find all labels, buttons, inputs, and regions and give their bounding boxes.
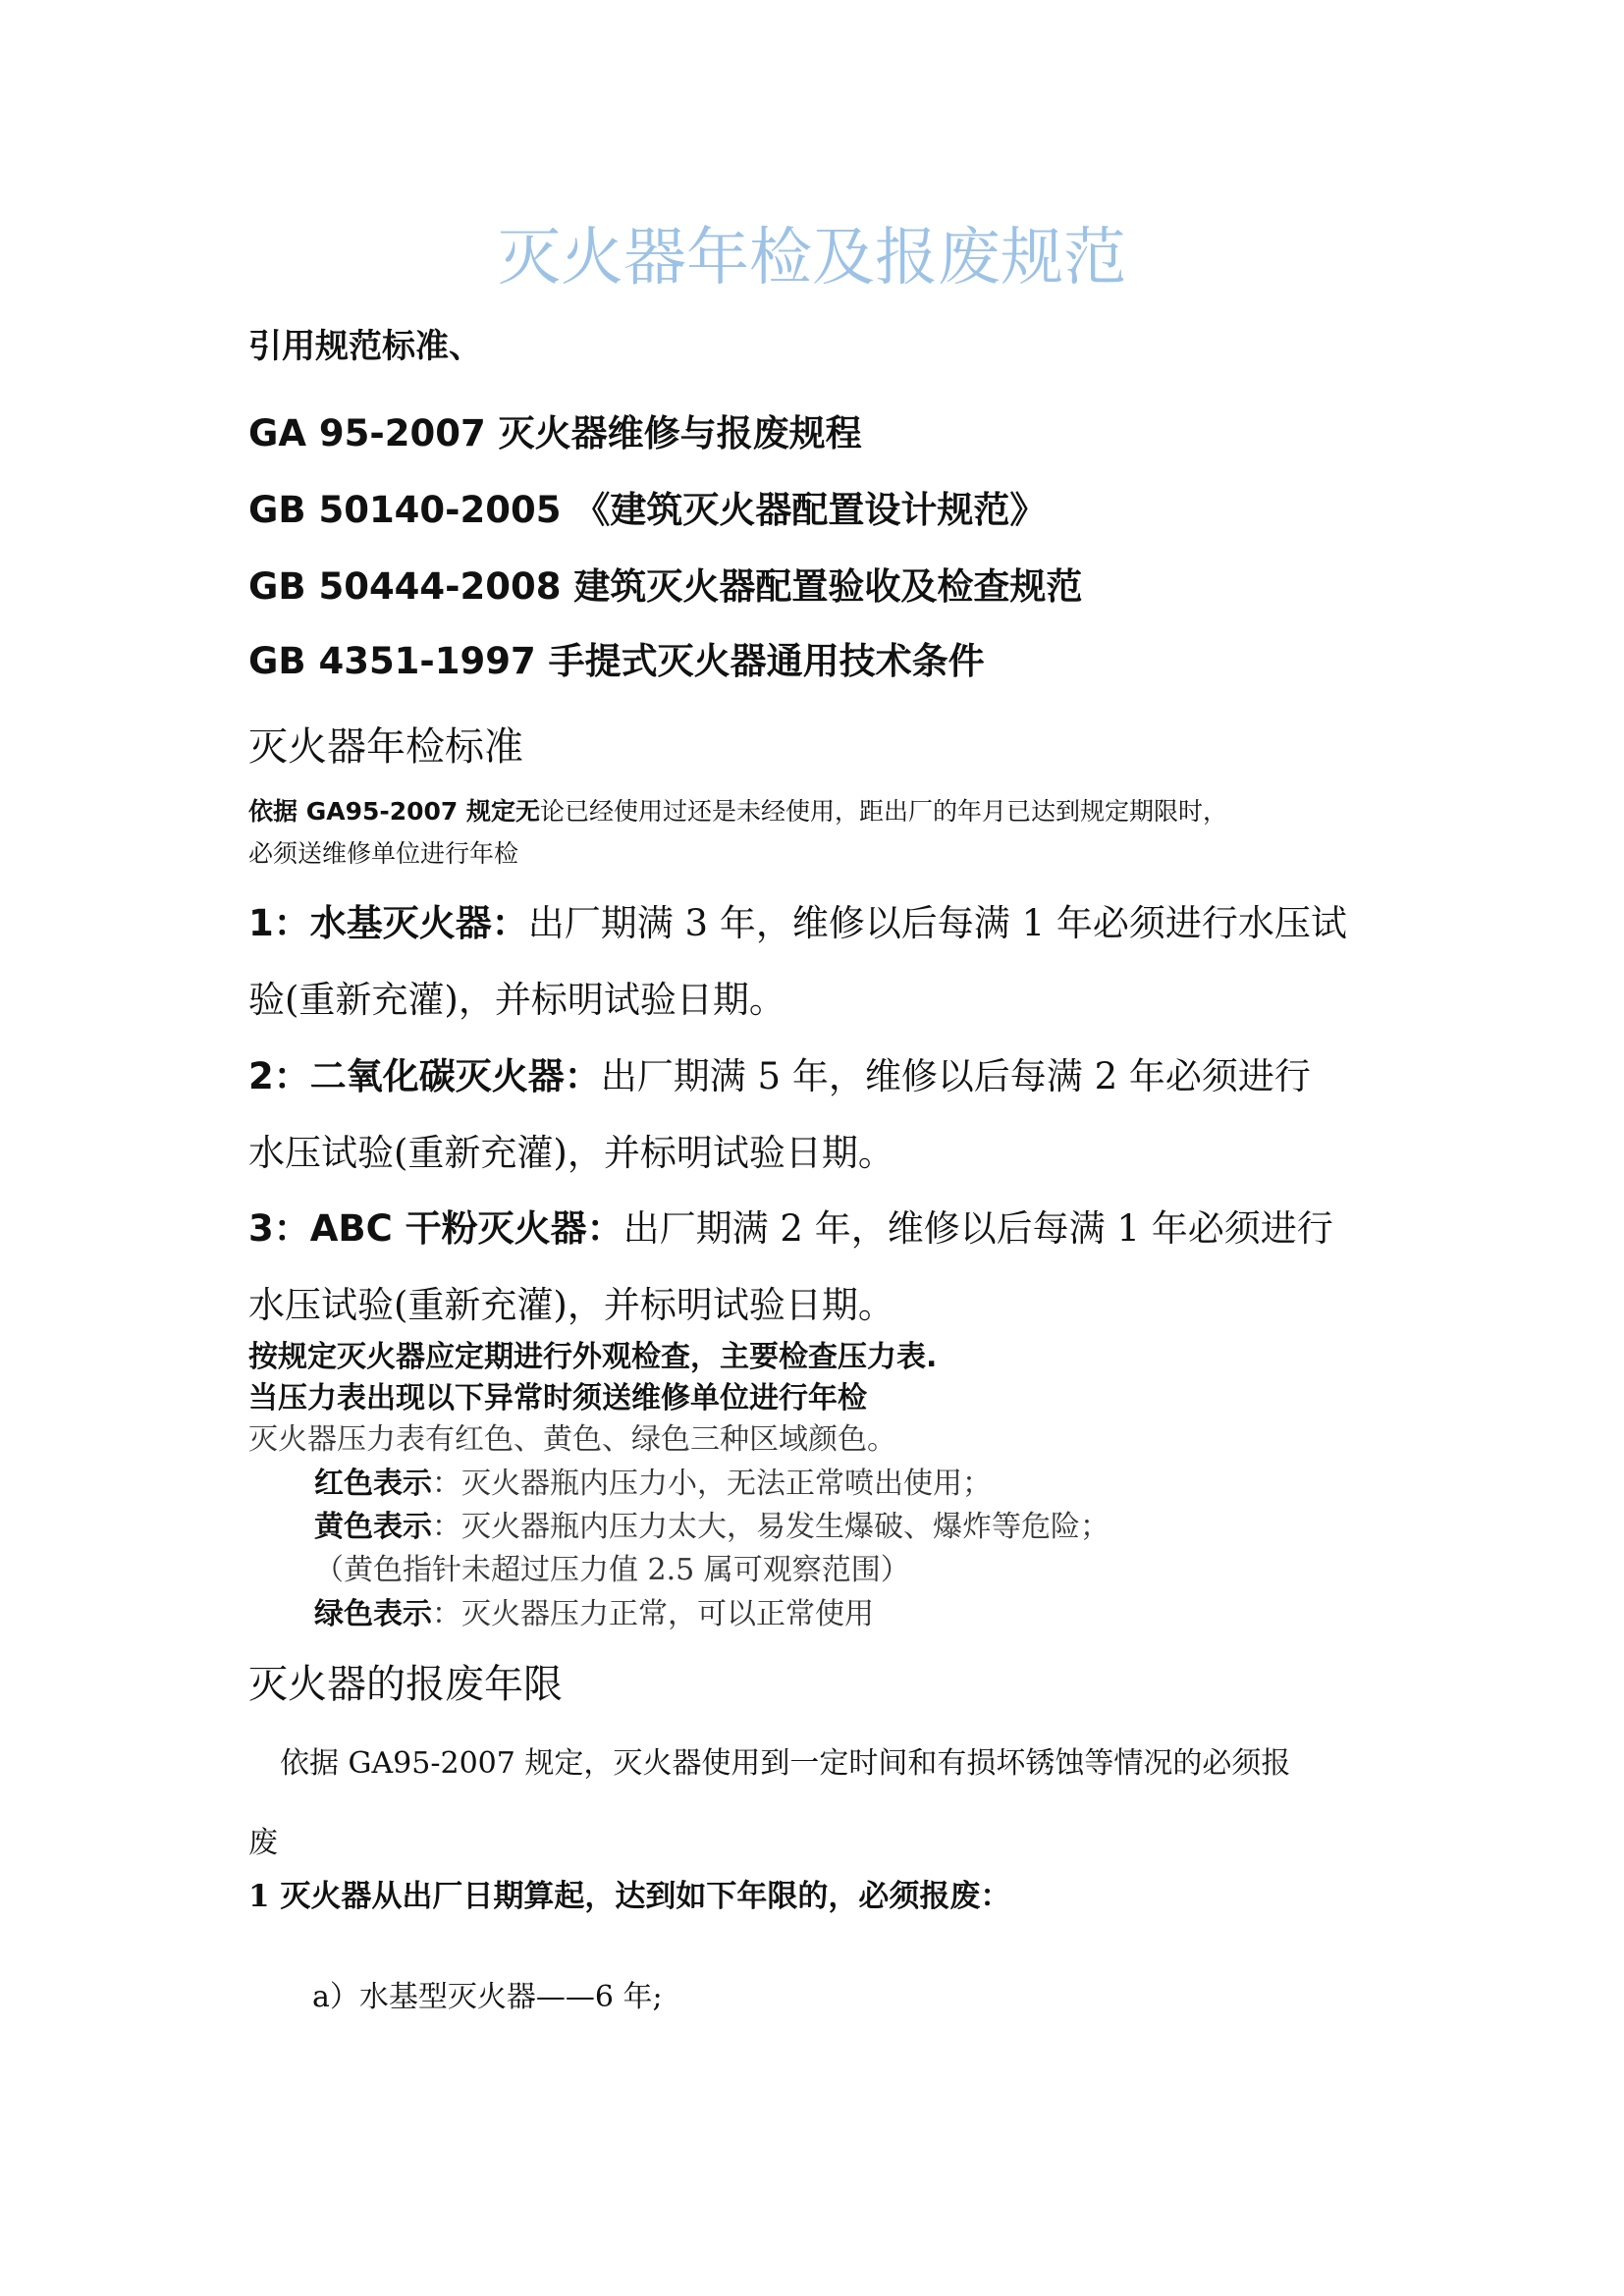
gauge-text: ：灭火器瓶内压力小，无法正常喷出使用； <box>432 1467 992 1501</box>
annual-item-text: 出厂期满 5 年，维修以后每满 2 年必须进行 <box>600 1055 1311 1097</box>
gauge-text: ：灭火器压力正常，可以正常使用 <box>432 1597 874 1631</box>
annual-item-2 <box>248 1050 1311 1103</box>
annual-heading: 灭火器年检标准 <box>248 724 523 770</box>
reference-item: GB 50140-2005 《建筑灭火器配置设计规范》 <box>248 489 1047 531</box>
annual-item-2-cont: 水压试验(重新充灌)，并标明试验日期。 <box>248 1132 894 1174</box>
scrap-sub-a: a）水基型灭火器——6 年; <box>312 1980 663 2014</box>
gauge-yellow <box>314 1507 1110 1548</box>
annual-intro-rest: 论已经使用过还是未经使用，距出厂的年月已达到规定期限时， <box>540 797 1228 826</box>
scrap-heading: 灭火器的报废年限 <box>248 1662 563 1707</box>
check-line-2: 当压力表出现以下异常时须送维修单位进行年检 <box>248 1381 867 1415</box>
gauge-label: 红色表示 <box>314 1467 432 1501</box>
references-heading: 引用规范标准、 <box>248 327 482 366</box>
reference-item: GB 4351-1997 手提式灭火器通用技术条件 <box>248 640 985 682</box>
scrap-intro: 依据 GA95-2007 规定，灭火器使用到一定时间和有损坏锈蚀等情况的必须报 <box>280 1746 1291 1781</box>
scrap-intro-cont: 废 <box>248 1826 278 1860</box>
gauge-label: 绿色表示 <box>314 1597 432 1631</box>
annual-item-3-cont: 水压试验(重新充灌)，并标明试验日期。 <box>248 1284 894 1326</box>
reference-item: GA 95-2007 灭火器维修与报废规程 <box>248 412 862 454</box>
annual-item-text: 出厂期满 3 年，维修以后每满 1 年必须进行水压试 <box>527 902 1347 944</box>
annual-item-1-cont: 验(重新充灌)，并标明试验日期。 <box>248 979 785 1021</box>
gauge-red <box>314 1464 992 1505</box>
gauge-green <box>314 1594 874 1635</box>
annual-item-3 <box>248 1202 1333 1255</box>
annual-item-label: 1：水基灭火器： <box>248 902 528 944</box>
gauge-intro: 灭火器压力表有红色、黄色、绿色三种区域颜色。 <box>248 1422 896 1457</box>
annual-intro <box>248 795 1227 828</box>
annual-item-text: 出厂期满 2 年，维修以后每满 1 年必须进行 <box>623 1207 1333 1250</box>
gauge-yellow-note: （黄色指针未超过压力值 2.5 属可观察范围） <box>314 1553 910 1587</box>
annual-item-label: 3：ABC 干粉灭火器： <box>248 1207 623 1250</box>
scrap-rule-1: 1 灭火器从出厂日期算起，达到如下年限的，必须报废： <box>248 1879 1011 1914</box>
gauge-text: ：灭火器瓶内压力太大，易发生爆破、爆炸等危险； <box>432 1510 1110 1544</box>
annual-item-label: 2：二氧化碳灭火器： <box>248 1055 601 1097</box>
gauge-label: 黄色表示 <box>314 1510 432 1544</box>
annual-intro-bold: 依据 GA95-2007 规定无 <box>248 797 541 826</box>
check-line-1: 按规定灭火器应定期进行外观检查，主要检查压力表. <box>248 1340 938 1374</box>
annual-intro-line2: 必须送维修单位进行年检 <box>248 839 519 868</box>
document-title: 灭火器年检及报废规范 <box>498 222 1126 294</box>
annual-item-1 <box>248 897 1347 950</box>
reference-item: GB 50444-2008 建筑灭火器配置验收及检查规范 <box>248 565 1083 608</box>
